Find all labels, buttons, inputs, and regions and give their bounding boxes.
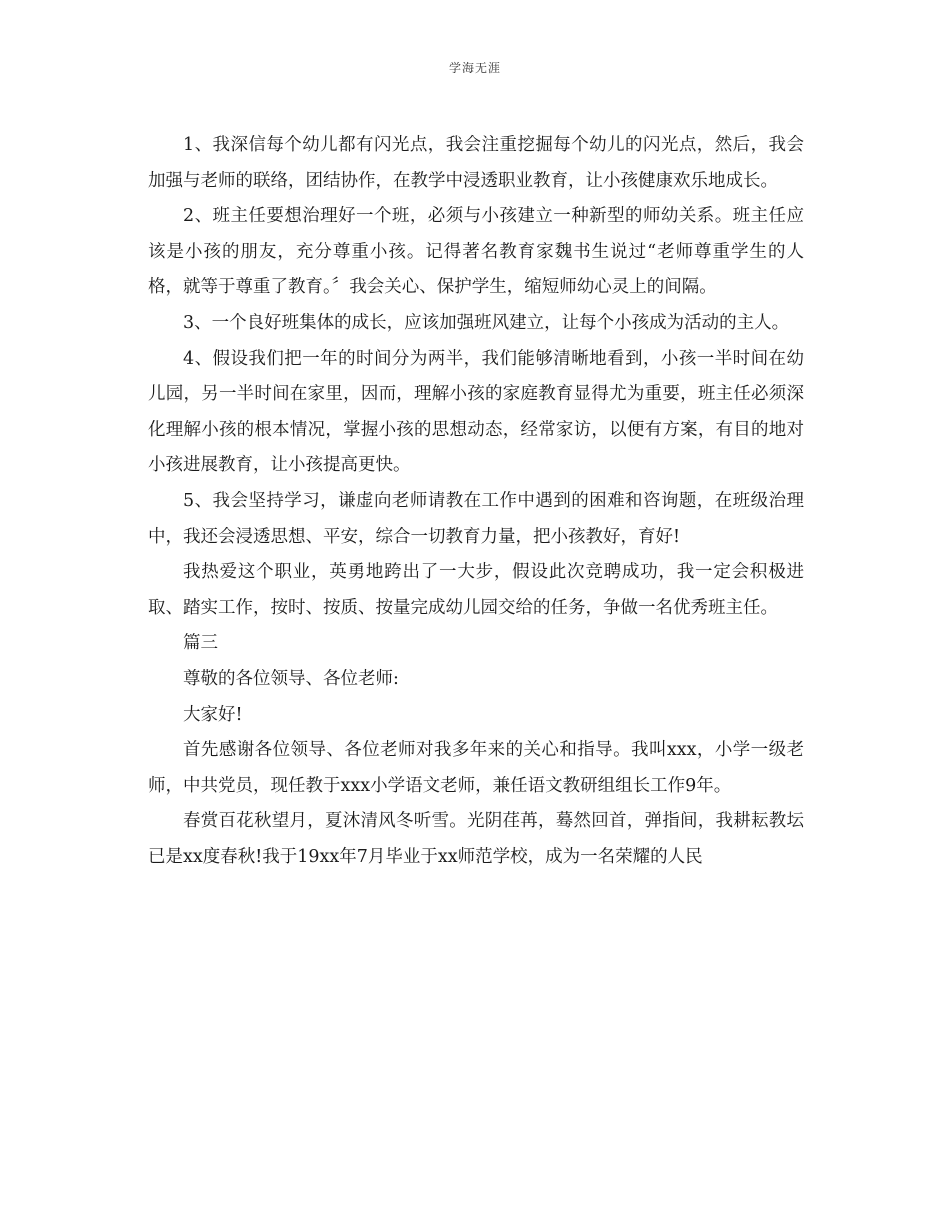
paragraph-8: 春赏百花秋望月，夏沐清风冬听雪。光阴荏苒，蓦然回首，弹指间，我耕耘教坛已是xx度春秋!我于19xx年7月毕业于xx师范学校，成为一名荣耀的人民 <box>148 811 804 867</box>
paragraph-4: 4、假设我们把一年的时间分为两半，我们能够清晰地看到，小孩一半时间在幼儿园，另一半时间在家里，因而，理解小孩的家庭教育显得尤为重要，班主任必须深化理解小孩的根本情况，掌握小孩的思想动态，经常家访，以便有方案，有目的地对小孩进展教育，让小孩提高更快。 <box>148 348 804 476</box>
page-header: 学海无涯 <box>448 61 501 75</box>
paragraph-3: 3、一个良好班集体的成长，应该加强班风建立，让每个小孩成为活动的主人。 <box>183 312 790 333</box>
paragraph-5: 5、我会坚持学习，谦虚向老师请教在工作中遇到的困难和咨询题，在班级治理中，我还会浸透思想、平安，综合一切教育力量，把小孩教好，育好! <box>148 490 804 547</box>
greeting: 大家好! <box>183 704 243 725</box>
document-body <box>148 128 804 875</box>
paragraph-6: 我热爱这个职业，英勇地跨出了一大步，假设此次竞聘成功，我一定会积极进取、踏实工作，按时、按质、按量完成幼儿园交给的任务，争做一名优秀班主任。 <box>148 562 804 618</box>
salutation: 尊敬的各位领导、各位老师: <box>183 668 399 689</box>
paragraph-1: 1、我深信每个幼儿都有闪光点，我会注重挖掘每个幼儿的闪光点，然后，我会加强与老师的联络，团结协作，在教学中浸透职业教育，让小孩健康欢乐地成长。 <box>148 135 804 191</box>
paragraph-7: 首先感谢各位领导、各位老师对我多年来的关心和指导。我叫xxx，小学一级老师，中共党员，现任教于xxx小学语文老师，兼任语文教研组组长工作9年。 <box>148 740 804 796</box>
section-heading: 篇三 <box>183 633 218 654</box>
paragraph-2: 2、班主任要想治理好一个班，必须与小孩建立一种新型的师幼关系。班主任应该是小孩的朋友，充分尊重小孩。记得著名教育家魏书生说过“老师尊重学生的人格，就等于尊重了教育。〞我会关心、保护学生，缩短师幼心灵上的间隔。 <box>148 206 804 298</box>
